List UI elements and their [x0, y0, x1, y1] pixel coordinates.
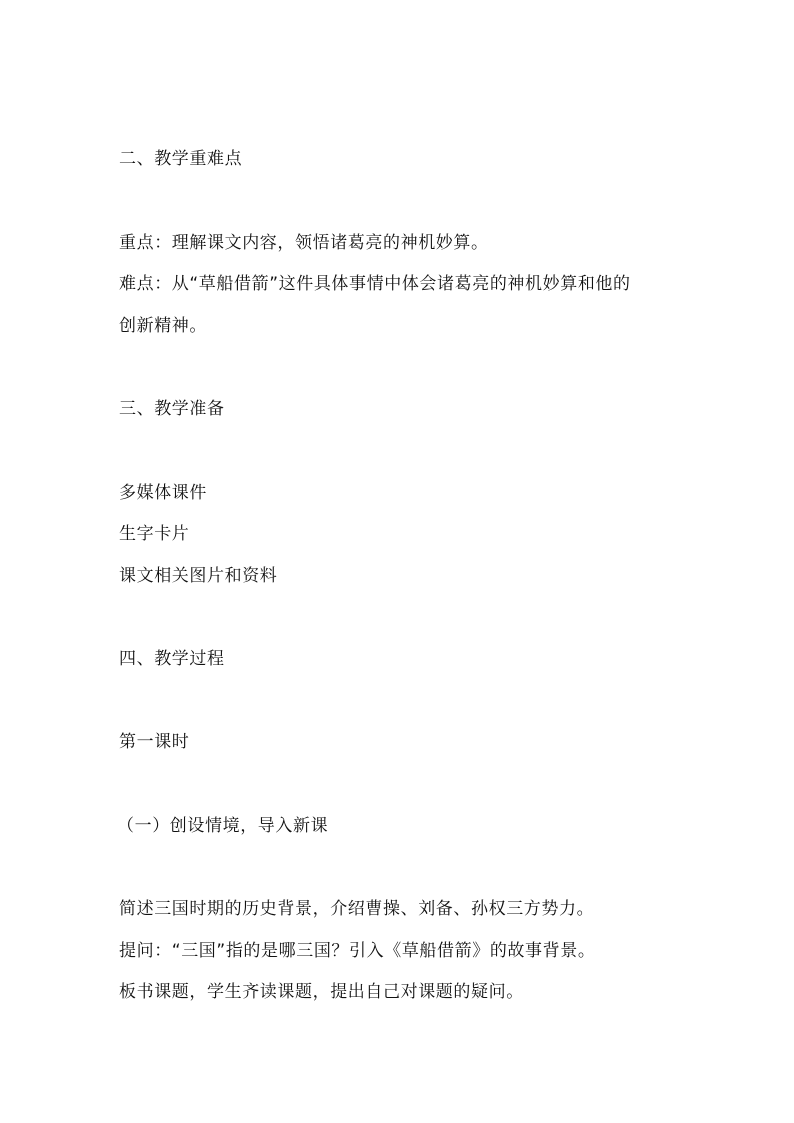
step-item: 板书课题，学生齐读课题，提出自己对课题的疑问。: [119, 982, 524, 1002]
step-item: 简述三国时期的历史背景，介绍曹操、刘备、孙权三方势力。: [119, 899, 595, 919]
section-heading-preparation: 三、教学准备: [119, 399, 225, 419]
section-heading-key-difficult-points: 二、教学重难点: [119, 149, 243, 169]
preparation-item: 生字卡片: [119, 524, 190, 544]
section-heading-teaching-process: 四、教学过程: [119, 649, 225, 669]
lesson-title: 第一课时: [119, 732, 190, 752]
step-item: 提问：“三国”指的是哪三国？引入《草船借箭》的故事背景。: [119, 941, 596, 961]
difficulty-text-line-1: 难点：从“草船借箭”这件具体事情中体会诸葛亮的神机妙算和他的: [119, 274, 631, 294]
step-heading: （一）创设情境，导入新课: [117, 816, 329, 836]
preparation-item: 课文相关图片和资料: [119, 566, 278, 586]
key-point-text: 重点：理解课文内容，领悟诸葛亮的神机妙算。: [119, 233, 489, 253]
difficulty-text-line-2: 创新精神。: [119, 316, 207, 336]
preparation-item: 多媒体课件: [119, 483, 207, 503]
